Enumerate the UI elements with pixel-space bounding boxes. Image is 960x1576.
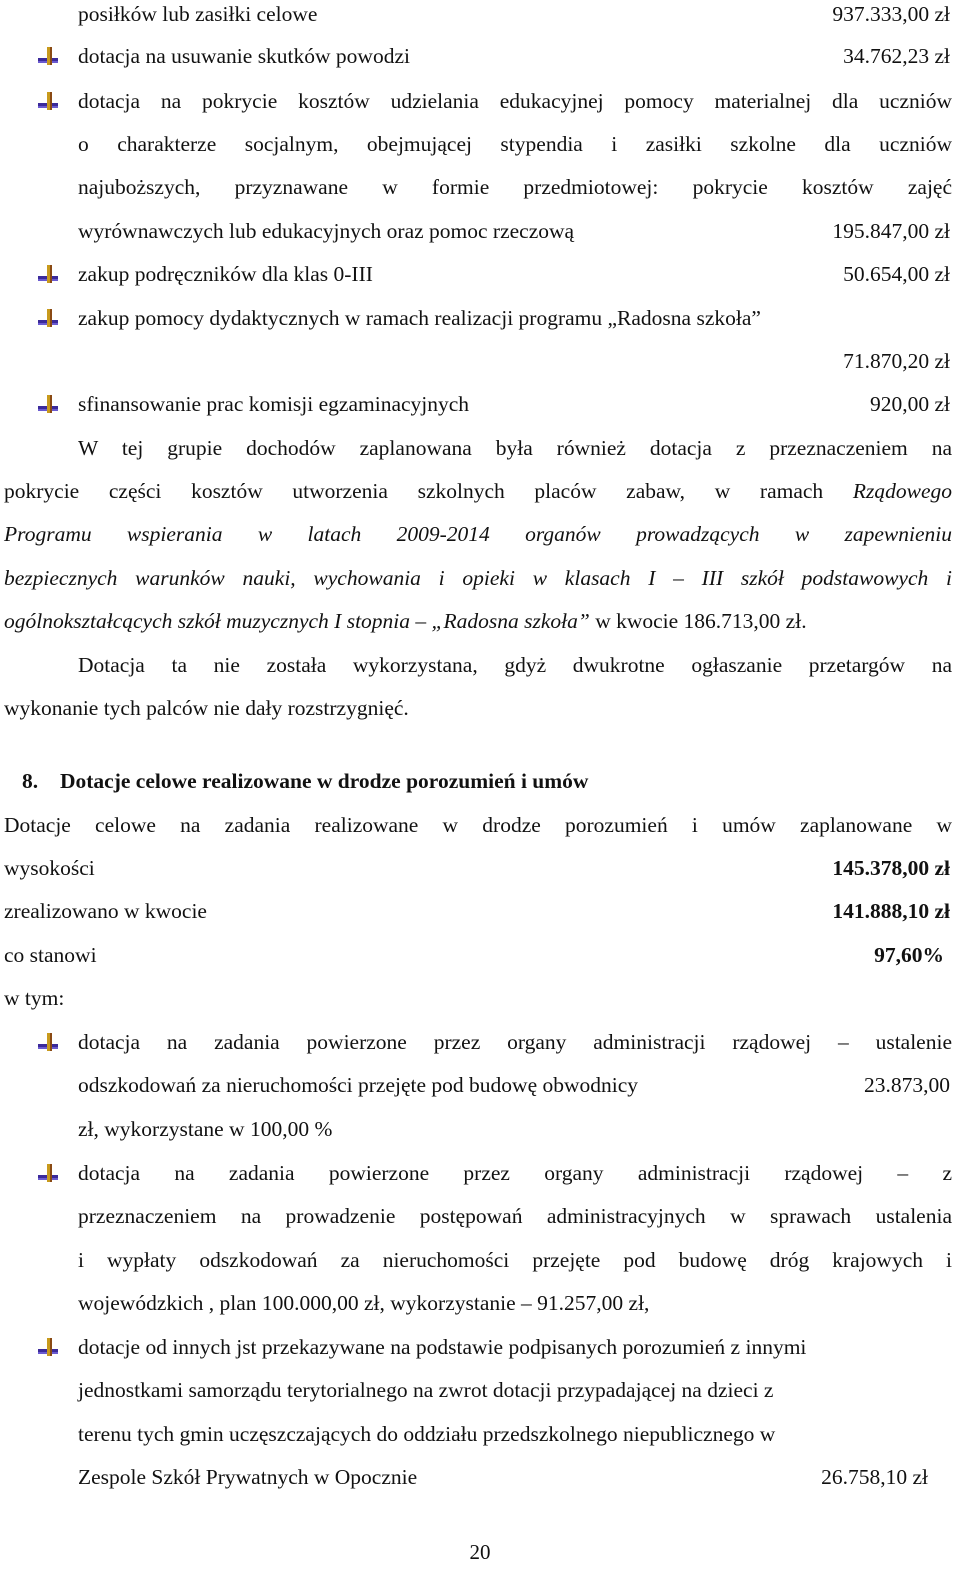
bullet-icon	[38, 1032, 60, 1052]
paragraph-line: W tej grupie dochodów zaplanowana była również dotacja z przeznaczeniem na	[78, 436, 952, 460]
bullet-icon	[38, 264, 60, 284]
text-line: terenu tych gmin uczęszczających do oddziału przedszkolnego niepublicznego w	[78, 1422, 776, 1446]
item-amount: 920,00 zł	[869, 392, 950, 416]
item-text: dotacja na pokrycie kosztów udzielania edukacyjnej pomocy materialnej dla uczniów	[78, 89, 952, 113]
bullet-icon	[38, 1337, 60, 1357]
item-text: dotacja na zadania powierzone przez organy administracji rządowej – ustalenie	[78, 1030, 952, 1054]
text-line: Zespole Szkół Prywatnych w Opocznie 26.758,10 zł	[0, 1461, 960, 1493]
list-item	[0, 0, 960, 30]
list-item	[0, 388, 960, 420]
item-amount: 50.654,00 zł	[843, 262, 950, 286]
bullet-icon	[38, 308, 60, 328]
item-amount: 71.870,20 zł	[843, 349, 950, 373]
text-line: w tym:	[4, 986, 65, 1010]
list-item	[0, 302, 960, 334]
text-line: wyrównawczych lub edukacyjnych oraz pomoc rzeczową 195.847,00 zł	[0, 215, 960, 247]
realized-amount: 141.888,10 zł	[832, 899, 950, 923]
text-line: zł, wykorzystane w 100,00 %	[78, 1117, 333, 1141]
bullet-icon	[38, 46, 60, 66]
summary-row: wysokości 145.378,00 zł	[0, 852, 960, 884]
section-number: 8.	[22, 769, 39, 793]
paragraph-line: wykonanie tych palców nie dały rozstrzygnięć.	[4, 696, 409, 720]
list-item	[0, 85, 960, 117]
bullet-icon	[38, 394, 60, 414]
realized-percent: 97,60%	[874, 943, 944, 967]
item-text: zakup pomocy dydaktycznych w ramach realizacji programu „Radosna szkoła”	[78, 306, 761, 330]
paragraph-line: pokrycie części kosztów utworzenia szkolnych placów zabaw, w ramach Rządowego	[4, 479, 952, 503]
list-item	[0, 1331, 960, 1363]
item-text: posiłków lub zasiłki celowe	[78, 2, 318, 26]
summary-row: co stanowi 97,60%	[0, 939, 960, 971]
item-amount: 195.847,00 zł	[832, 219, 950, 243]
text-line: wojewódzkich , plan 100.000,00 zł, wykorzystanie – 91.257,00 zł,	[78, 1291, 650, 1315]
text-line: i wypłaty odszkodowań za nieruchomości przejęte pod budowę dróg krajowych i	[78, 1248, 952, 1272]
section-heading	[0, 765, 960, 797]
section-title: Dotacje celowe realizowane w drodze porozumień i umów	[60, 769, 589, 793]
list-item	[0, 40, 960, 72]
item-text: sfinansowanie prac komisji egzaminacyjnych	[78, 392, 470, 416]
paragraph-line: ogólnokształcących szkół muzycznych I stopnia – „Radosna szkoła” w kwocie 186.713,00 zł.	[4, 609, 807, 633]
paragraph-line: Dotacja ta nie została wykorzystana, gdyż dwukrotne ogłaszanie przetargów na	[78, 653, 952, 677]
paragraph-line: Dotacje celowe na zadania realizowane w drodze porozumień i umów zaplanowane w	[4, 813, 952, 837]
text-line: jednostkami samorządu terytorialnego na zwrot dotacji przypadającej na dzieci z	[78, 1378, 774, 1402]
paragraph-line: bezpiecznych warunków nauki, wychowania i opieki w klasach I – III szkół podstawowych i	[4, 566, 952, 590]
page-number: 20	[469, 1540, 491, 1564]
paragraph-line: Programu wspierania w latach 2009-2014 organów prowadzących w zapewnieniu	[4, 522, 952, 546]
list-item	[0, 1157, 960, 1189]
summary-row: zrealizowano w kwocie 141.888,10 zł	[0, 895, 960, 927]
list-item	[0, 1026, 960, 1058]
item-amount: 26.758,10 zł	[821, 1465, 928, 1489]
item-text: zakup podręczników dla klas 0-III	[78, 262, 373, 286]
text-line: najuboższych, przyznawane w formie przedmiotowej: pokrycie kosztów zajęć	[78, 175, 952, 199]
planned-amount: 145.378,00 zł	[832, 856, 950, 880]
item-amount: 937.333,00 zł	[832, 2, 950, 26]
bullet-icon	[38, 1163, 60, 1183]
item-amount: 34.762,23 zł	[843, 44, 950, 68]
list-item	[0, 258, 960, 290]
bullet-icon	[38, 91, 60, 111]
item-text: dotacja na zadania powierzone przez organy administracji rządowej – z	[78, 1161, 952, 1185]
text-line: o charakterze socjalnym, obejmującej stypendia i zasiłki szkolne dla uczniów	[78, 132, 952, 156]
item-text: dotacje od innych jst przekazywane na podstawie podpisanych porozumień z innymi	[78, 1335, 807, 1359]
text-line: odszkodowań za nieruchomości przejęte pod budowę obwodnicy 23.873,00	[0, 1069, 960, 1101]
item-amount: 23.873,00	[864, 1073, 950, 1097]
item-text: dotacja na usuwanie skutków powodzi	[78, 44, 410, 68]
text-line: przeznaczeniem na prowadzenie postępowań administracyjnych w sprawach ustalenia	[78, 1204, 952, 1228]
text-line	[0, 345, 960, 377]
